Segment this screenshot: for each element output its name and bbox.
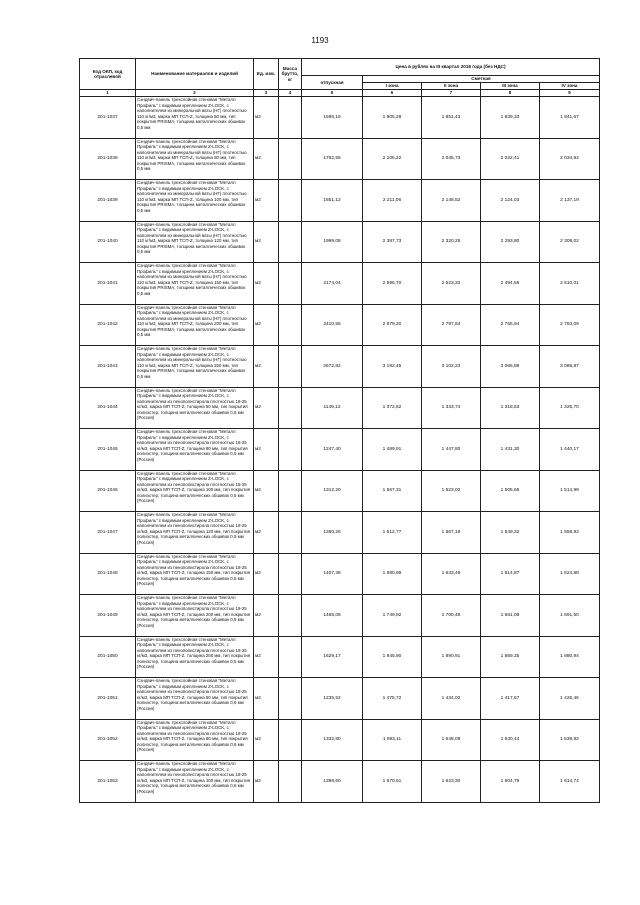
release-price: 1762,56 [302,138,363,180]
price-zone-1: 1 680,99 [363,553,422,595]
price-zone-2: 2 797,84 [422,304,481,346]
price-zone-1: 2 596,70 [363,263,422,305]
price-zone-2: 1 447,80 [422,429,481,471]
price-zone-3: 1 839,33 [481,97,540,139]
table-header [80,59,600,97]
item-mass [279,719,302,761]
price-zone-3: 2 293,80 [481,221,540,263]
price-zone-1: 1 593,11 [363,719,422,761]
price-zone-4: 2 137,19 [540,180,600,222]
item-unit: м2 [254,263,279,305]
price-zone-4: 1 539,92 [540,719,600,761]
item-mass [279,138,302,180]
column-number: 1 [80,90,136,97]
header-mass: Масса брутто, кг [279,59,302,90]
column-number: 8 [481,90,540,97]
item-unit: м2 [254,97,279,139]
table-row [80,512,600,554]
item-mass [279,553,302,595]
table-row [80,138,600,180]
item-code: 201-1039 [80,180,136,222]
release-price: 2174,04 [302,263,363,305]
header-estimate: Сметная [363,76,600,83]
item-name: Сэндвич-панель трехслойная стеновая "Металл Профиль" с видимым креплением Z-LOCK, с наполнителем из пенополистирола плотностью 18-25 кг/м3, марка МП ТСП-Z, толщина 120 мм, тип покрытия полиэстер, толщина металлических обшивок 0,5 мм (Россия) [136,512,254,554]
item-mass [279,512,302,554]
release-price: 1465,08 [302,595,363,637]
table-row [80,719,600,761]
item-code: 201-1043 [80,346,136,388]
column-numbers-row [80,90,600,97]
price-zone-1: 1 489,91 [363,429,422,471]
item-unit: м2 [254,221,279,263]
item-code: 201-1041 [80,263,136,305]
price-zone-2: 1 333,74 [422,387,481,429]
item-mass [279,97,302,139]
item-name: Сэндвич-панель трехслойная стеновая "Металл Профиль" с видимым креплением Z-LOCK, с наполнителем из пенополистирола плотностью 18-25 кг/м3, марка МП ТСП-Z, толщина 80 мм, тип покрытия полиэстер, толщина металлических обшивок 0,5 мм (Россия) [136,429,254,471]
header-code: Код ОКП, код отраслевой [80,59,136,90]
price-zone-2: 2 045,73 [422,138,481,180]
price-zone-2: 2 148,52 [422,180,481,222]
column-number: 2 [136,90,254,97]
price-zone-4: 1 614,74 [540,761,600,803]
item-code: 201-1047 [80,512,136,554]
table-row [80,636,600,678]
item-code: 201-1053 [80,761,136,803]
table-row [80,678,600,720]
item-name: Сэндвич-панель трехслойная стеновая "Металл Профиль" с видимым креплением Z-LOCK, с наполнителем из минеральной ваты (НГ) плотностью 110 кг/м3, марка МП ТСП-Z, толщина 120 мм, тип покрытия PRISMA, толщина металлических обшивок 0,5 мм [136,221,254,263]
header-release: отпускная [302,76,363,90]
price-zone-1: 1 372,52 [363,387,422,429]
table-row [80,470,600,512]
header-zone-2: II зона [422,83,481,90]
table-row [80,346,600,388]
item-unit: м2 [254,553,279,595]
price-zone-3: 1 604,79 [481,761,540,803]
item-name: Сэндвич-панель трехслойная стеновая "Металл Профиль" с видимым креплением Z-LOCK, с наполнителем из пенополистирола плотностью 18-25 кг/м3, марка МП ТСП-Z, толщина 80 мм, тип покрытия полиэстер, толщина металлических обшивок 0,6 мм (Россия) [136,719,254,761]
price-zone-2: 2 320,25 [422,221,481,263]
release-price: 2672,82 [302,346,363,388]
header-zone-4: IV зона [540,83,600,90]
item-unit: м2 [254,346,279,388]
item-code: 201-1044 [80,387,136,429]
item-name: Сэндвич-панель трехслойная стеновая "Металл Профиль" с видимым креплением Z-LOCK, с наполнителем из минеральной ваты (НГ) плотностью 110 кг/м3, марка МП ТСП-Z, толщина 150 мм, тип покрытия PRISMA, толщина металлических обшивок 0,5 мм [136,263,254,305]
item-unit: м2 [254,138,279,180]
item-code: 201-1037 [80,97,136,139]
item-mass [279,263,302,305]
price-zone-1: 2 211,06 [363,180,422,222]
table-row [80,387,600,429]
price-zone-2: 1 700,48 [422,595,481,637]
item-code: 201-1048 [80,553,136,595]
price-zone-2: 1 567,19 [422,512,481,554]
item-mass [279,429,302,471]
item-code: 201-1042 [80,304,136,346]
item-unit: м2 [254,678,279,720]
price-zone-1: 2 105,22 [363,138,422,180]
item-name: Сэндвич-панель трехслойная стеновая "Металл Профиль" с видимым креплением Z-LOCK, с наполнителем из минеральной ваты (НГ) плотностью 110 кг/м3, марка МП ТСП-Z, толщина 100 мм, тип покрытия PRISMA, толщина металлических обшивок 0,5 мм [136,180,254,222]
table-row [80,221,600,263]
price-zone-1: 3 192,45 [363,346,422,388]
release-price: 1398,60 [302,761,363,803]
table-row [80,429,600,471]
table-row [80,180,600,222]
price-zone-1: 2 387,73 [363,221,422,263]
item-mass [279,678,302,720]
table-row [80,761,600,803]
price-zone-1: 1 475,72 [363,678,422,720]
price-zone-3: 1 318,53 [481,387,540,429]
price-zone-2: 1 890,91 [422,636,481,678]
release-price: 2410,56 [302,304,363,346]
price-zone-4: 1 426,46 [540,678,600,720]
price-zone-2: 1 523,02 [422,470,481,512]
column-number: 4 [279,90,302,97]
price-zone-3: 2 022,41 [481,138,540,180]
price-zone-4: 1 880,94 [540,636,600,678]
item-name: Сэндвич-панель трехслойная стеновая "Металл Профиль" с видимым креплением Z-LOCK, с наполнителем из минеральной ваты (НГ) плотностью 110 кг/м3, марка МП ТСП-Z, толщина 50 мм, тип покрытия PRISMA, толщина металлических обшивок 0,5 мм [136,97,254,139]
item-name: Сэндвич-панель трехслойная стеновая "Металл Профиль" с видимым креплением Z-LOCK, с наполнителем из пенополистирола плотностью 18-25 кг/м3, марка МП ТСП-Z, толщина 50 мм, тип покрытия полиэстер, толщина металлических обшивок 0,6 мм (Россия) [136,678,254,720]
item-mass [279,636,302,678]
price-zone-2: 1 623,30 [422,761,481,803]
item-unit: м2 [254,512,279,554]
price-zone-2: 2 523,32 [422,263,481,305]
price-zone-2: 1 434,02 [422,678,481,720]
release-price: 1247,40 [302,429,363,471]
price-zone-2: 1 633,49 [422,553,481,595]
column-number: 3 [254,90,279,97]
price-zone-4: 1 440,17 [540,429,600,471]
item-mass [279,304,302,346]
price-zone-1: 1 749,92 [363,595,422,637]
price-zone-3: 2 494,55 [481,263,540,305]
price-zone-2: 3 102,23 [422,346,481,388]
price-zone-2: 1 851,43 [422,97,481,139]
header-unit: Ед. изм. [254,59,279,90]
page-number: 1193 [311,36,329,45]
price-zone-1: 1 945,90 [363,636,422,678]
item-name: Сэндвич-панель трехслойная стеновая "Металл Профиль" с видимым креплением Z-LOCK, с наполнителем из пенополистирола плотностью 18-25 кг/м3, марка МП ТСП-Z, толщина 50 мм, тип покрытия полиэстер, толщина металлических обшивок 0,5 мм (Россия) [136,387,254,429]
price-zone-3: 1 681,08 [481,595,540,637]
item-code: 201-1052 [80,719,136,761]
item-code: 201-1051 [80,678,136,720]
column-number: 6 [363,90,422,97]
table-row [80,97,600,139]
price-zone-3: 1 614,87 [481,553,540,595]
price-zone-4: 2 783,09 [540,304,600,346]
item-code: 201-1038 [80,138,136,180]
price-zone-4: 2 308,02 [540,221,600,263]
header-price-group: Цена в рублях на III квартал 2018 года (без НДС) [302,59,600,76]
price-zone-3: 2 124,03 [481,180,540,222]
price-zone-4: 1 841,67 [540,97,600,139]
price-zone-4: 1 514,99 [540,470,600,512]
item-mass [279,180,302,222]
release-price: 1235,52 [302,678,363,720]
item-code: 201-1050 [80,636,136,678]
item-unit: м2 [254,761,279,803]
item-mass [279,221,302,263]
price-zone-3: 1 549,32 [481,512,540,554]
item-unit: м2 [254,719,279,761]
table-row [80,263,600,305]
price-table [79,58,600,803]
item-name: Сэндвич-панель трехслойная стеновая "Металл Профиль" с видимым креплением Z-LOCK, с наполнителем из пенополистирола плотностью 18-25 кг/м3, марка МП ТСП-Z, толщина 100 мм, тип покрытия полиэстер, толщина металлических обшивок 0,5 мм (Россия) [136,470,254,512]
price-zone-3: 2 765,94 [481,304,540,346]
item-unit: м2 [254,470,279,512]
column-number: 9 [540,90,600,97]
release-price: 1595,16 [302,97,363,139]
price-zone-4: 1 624,88 [540,553,600,595]
item-unit: м2 [254,429,279,471]
item-name: Сэндвич-панель трехслойная стеновая "Металл Профиль" с видимым креплением Z-LOCK, с наполнителем из минеральной ваты (НГ) плотностью 110 кг/м3, марка МП ТСП-Z, толщина 250 мм, тип покрытия PRISMA, толщина металлических обшивок 0,5 мм [136,346,254,388]
header-zone-3: III зона [481,83,540,90]
release-price: 1332,80 [302,719,363,761]
column-number: 5 [302,90,363,97]
item-name: Сэндвич-панель трехслойная стеновая "Металл Профиль" с видимым креплением Z-LOCK, с наполнителем из пенополистирола плотностью 18-25 кг/м3, марка МП ТСП-Z, толщина 250 мм, тип покрытия полиэстер, толщина металлических обшивок 0,5 мм (Россия) [136,636,254,678]
price-zone-1: 1 567,31 [363,470,422,512]
price-zone-4: 1 326,70 [540,387,600,429]
item-mass [279,387,302,429]
release-price: 1149,12 [302,387,363,429]
price-zone-1: 1 670,51 [363,761,422,803]
release-price: 1350,26 [302,512,363,554]
item-mass [279,470,302,512]
item-mass [279,761,302,803]
item-code: 201-1045 [80,429,136,471]
item-unit: м2 [254,304,279,346]
item-code: 201-1046 [80,470,136,512]
table-body [80,97,600,803]
item-unit: м2 [254,180,279,222]
item-unit: м2 [254,595,279,637]
release-price: 1629,17 [302,636,363,678]
item-mass [279,595,302,637]
item-code: 201-1040 [80,221,136,263]
release-price: 1851,12 [302,180,363,222]
price-zone-3: 3 066,88 [481,346,540,388]
price-zone-1: 2 879,20 [363,304,422,346]
price-zone-3: 1 505,65 [481,470,540,512]
header-name: Наименование материалов и изделий [136,59,254,90]
table-row [80,553,600,595]
price-zone-4: 1 691,50 [540,595,600,637]
item-unit: м2 [254,387,279,429]
release-price: 1312,20 [302,470,363,512]
price-zone-3: 1 431,30 [481,429,540,471]
item-name: Сэндвич-панель трехслойная стеновая "Металл Профиль" с видимым креплением Z-LOCK, с наполнителем из минеральной ваты (НГ) плотностью 110 кг/м3, марка МП ТСП-Z, толщина 200 мм, тип покрытия PRISMA, толщина металлических обшивок 0,5 мм [136,304,254,346]
price-zone-2: 1 548,09 [422,719,481,761]
price-zone-3: 1 530,44 [481,719,540,761]
price-zone-4: 2 510,01 [540,263,600,305]
price-zone-4: 1 558,93 [540,512,600,554]
price-zone-1: 1 612,77 [363,512,422,554]
item-name: Сэндвич-панель трехслойная стеновая "Металл Профиль" с видимым креплением Z-LOCK, с наполнителем из пенополистирола плотностью 18-25 кг/м3, марка МП ТСП-Z, толщина 150 мм, тип покрытия полиэстер, толщина металлических обшивок 0,5 мм (Россия) [136,553,254,595]
item-name: Сэндвич-панель трехслойная стеновая "Металл Профиль" с видимым креплением Z-LOCK, с наполнителем из минеральной ваты (НГ) плотностью 110 кг/м3, марка МП ТСП-Z, толщина 80 мм, тип покрытия PRISMA, толщина металлических обшивок 0,5 мм [136,138,254,180]
price-zone-3: 1 869,35 [481,636,540,678]
item-name: Сэндвич-панель трехслойная стеновая "Металл Профиль" с видимым креплением Z-LOCK, с наполнителем из пенополистирола плотностью 18-25 кг/м3, марка МП ТСП-Z, толщина 100 мм, тип покрытия полиэстер, толщина металлических обшивок 0,6 мм (Россия) [136,761,254,803]
release-price: 1999,08 [302,221,363,263]
price-zone-4: 3 085,87 [540,346,600,388]
header-zone-1: I зона [363,83,422,90]
price-zone-4: 2 034,84 [540,138,600,180]
table-row [80,304,600,346]
item-name: Сэндвич-панель трехслойная стеновая "Металл Профиль" с видимым креплением Z-LOCK, с наполнителем из пенополистирола плотностью 18-25 кг/м3, марка МП ТСП-Z, толщина 200 мм, тип покрытия полиэстер, толщина металлических обшивок 0,5 мм (Россия) [136,595,254,637]
release-price: 1407,36 [302,553,363,595]
table-row [80,595,600,637]
item-code: 201-1049 [80,595,136,637]
column-number: 7 [422,90,481,97]
item-unit: м2 [254,636,279,678]
price-zone-1: 1 905,28 [363,97,422,139]
item-mass [279,346,302,388]
price-zone-3: 1 417,67 [481,678,540,720]
